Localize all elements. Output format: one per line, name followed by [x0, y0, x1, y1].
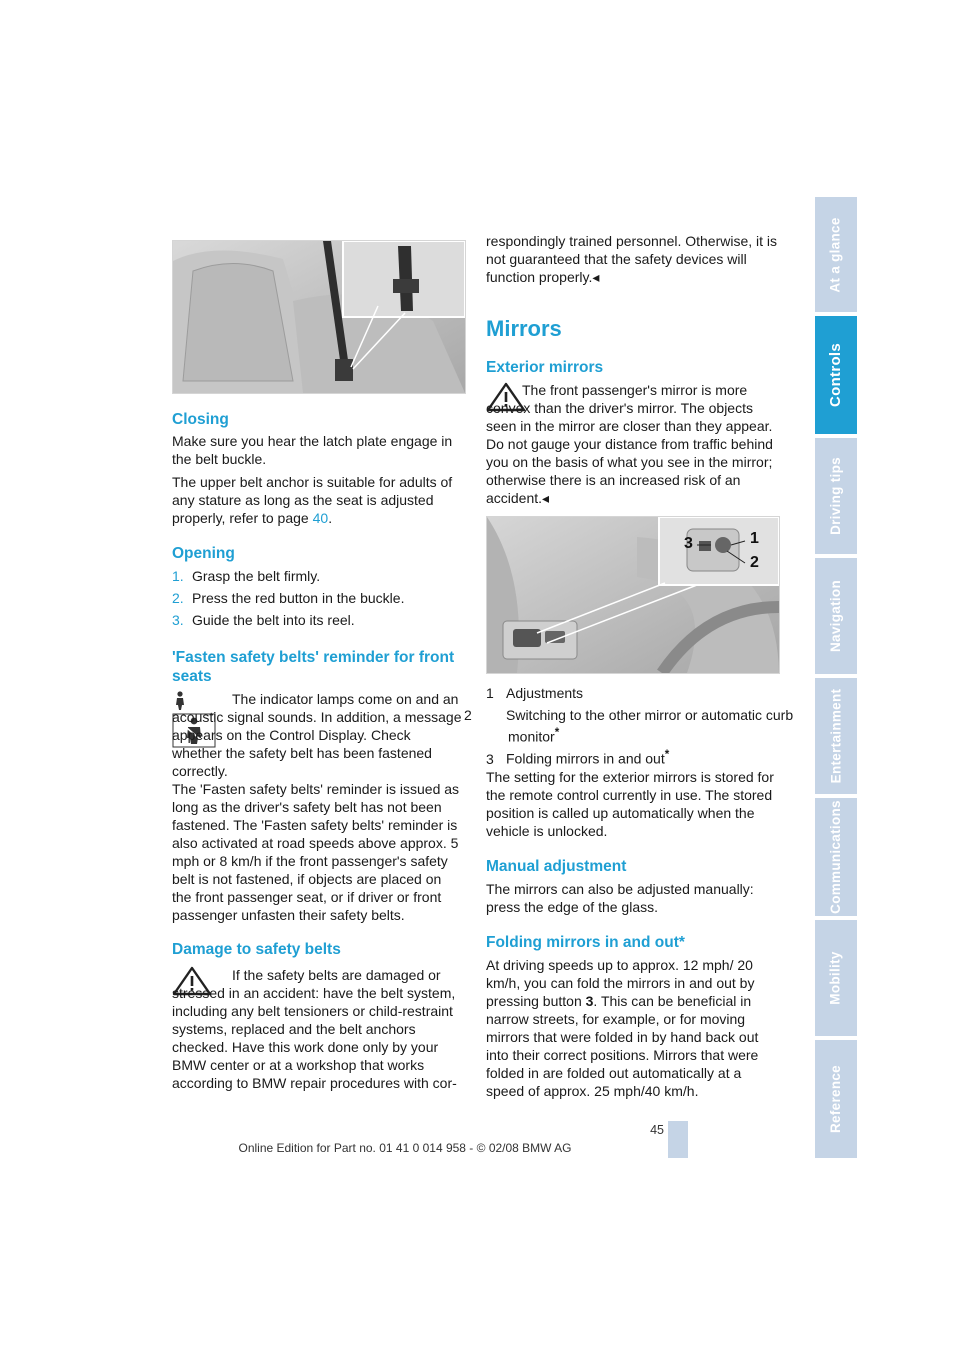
mirror-controls-photo [486, 516, 780, 674]
reminder-heading: 'Fasten safety belts' reminder for front seats [172, 649, 455, 685]
callout-1: 1 [750, 530, 759, 547]
damage-paragraph: If the safety belts are damaged or stressed in an accident: have the belt system, including any belt tensioners or child-restraint systems, replaced and the belt anchors checked. Have this work done only by your BMW center or at a workshop that works according to BMW repair procedures with cor- [172, 967, 457, 1091]
seatbelt-photo [172, 240, 466, 394]
legend-item-3: 3 Folding mirrors in and out* [486, 748, 670, 767]
mirror-warning-paragraph: The front passenger's mirror is more convex than the driver's mirror. The objects seen in the mirror are closer than they appear. Do not gauge your distance from traffic behind you on the basis of what you see in the mirror; otherwise there is an increased risk of an accident.◂ [486, 382, 773, 506]
closing-paragraph-2: The upper belt anchor is suitable for adults of any stature as long as the seat is adjusted properly, refer to page 40. [172, 474, 453, 526]
damage-heading: Damage to safety belts [172, 941, 341, 958]
tab-controls[interactable]: Controls [815, 316, 857, 434]
mirrors-heading: Mirrors [486, 316, 562, 341]
opening-step-1: 1. Grasp the belt firmly. [172, 568, 321, 584]
closing-heading: Closing [172, 411, 229, 428]
closing-paragraph-1: Make sure you hear the latch plate engage in the belt buckle. [172, 433, 453, 467]
exterior-mirrors-heading: Exterior mirrors [486, 359, 604, 376]
opening-heading: Opening [172, 545, 235, 562]
tab-at-a-glance[interactable]: At a glance [815, 197, 857, 312]
manual-adjustment-paragraph: The mirrors can also be adjusted manually: press the edge of the glass. [486, 881, 754, 915]
page-link-40[interactable]: 40 [312, 510, 329, 526]
page-number: 45 [650, 1123, 664, 1137]
tab-reference[interactable]: Reference [815, 1040, 857, 1158]
opening-step-2: 2. Press the red button in the buckle. [172, 590, 405, 606]
manual-adjustment-heading: Manual adjustment [486, 858, 627, 875]
callout-2: 2 [750, 554, 759, 571]
reminder-paragraph-1: The indicator lamps come on and an acoustic signal sounds. In addition, a message appears on the Control Display. Check whether the safety belt has been fastened correctly. [172, 691, 462, 779]
tab-navigation[interactable]: Navigation [815, 558, 857, 674]
opening-step-3: 3. Guide the belt into its reel. [172, 612, 355, 628]
tab-driving-tips[interactable]: Driving tips [815, 438, 857, 554]
tab-communications[interactable]: Communications [815, 798, 857, 916]
end-mark: ◂ [592, 269, 600, 285]
tab-entertainment[interactable]: Entertainment [815, 678, 857, 794]
legend-item-2: 2 Switching to the other mirror or automatic curb monitor* [464, 707, 794, 745]
tab-mobility[interactable]: Mobility [815, 920, 857, 1036]
continuation-paragraph: respondingly trained personnel. Otherwise, it is not guaranteed that the safety devices will function properly.◂ [486, 233, 778, 285]
footer-edition: Online Edition for Part no. 01 41 0 014 958 - © 02/08 BMW AG [238, 1141, 572, 1155]
callout-3: 3 [684, 535, 693, 552]
mirror-setting-paragraph: The setting for the exterior mirrors is stored for the remote control currently in use. The stored position is called up automatically when the vehicle is unlocked. [486, 769, 774, 839]
legend-item-1: 1 Adjustments [486, 685, 584, 701]
folding-mirrors-heading: Folding mirrors in and out* [486, 934, 685, 951]
reminder-paragraph-2: The 'Fasten safety belts' reminder is issued as long as the driver's safety belt has not been fastened. The 'Fasten safety belts' reminder is also activated at road speeds above approx. 5 mph or 8 km/h if the front passenger's safety belt is not fastened, if objects are placed on the front passenger seat, or if driver or front passenger unfasten their safety belts. [172, 781, 460, 923]
folding-mirrors-paragraph: At driving speeds up to approx. 12 mph/ 20 km/h, you can fold the mirrors in and out by pressing button 3. This can be beneficial in narrow streets, for example, or for moving mirrors that were folded in by hand back out into their correct positions. Mirrors that were folded in are folded out automatically at a speed of approx. 25 mph/40 km/h. [486, 957, 759, 1099]
